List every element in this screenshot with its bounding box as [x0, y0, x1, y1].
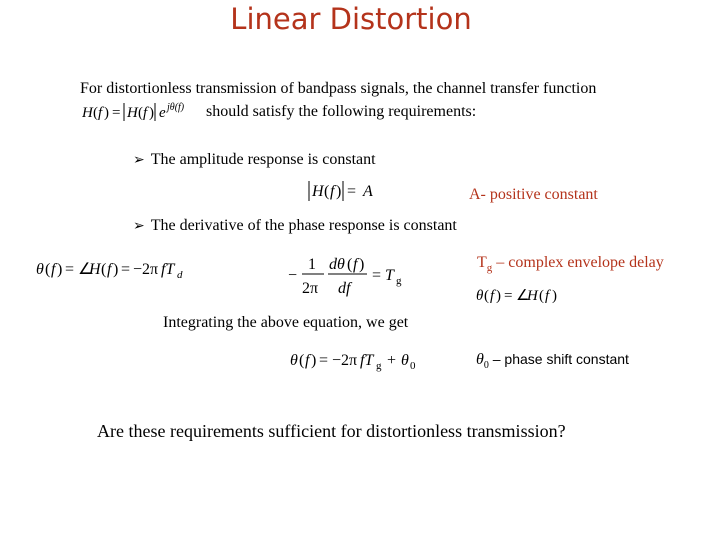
tg-note: $T_g$ – complex envelope delay	[477, 254, 664, 275]
bullet-phase	[133, 217, 457, 235]
amplitude-note: A- positive constant	[469, 186, 598, 203]
svg-text:θ: θ	[476, 288, 484, 304]
svg-text:d: d	[177, 269, 183, 281]
slide-title: Linear Distortion	[230, 2, 472, 36]
svg-text:(: (	[347, 256, 353, 273]
svg-text:): )	[359, 256, 365, 273]
svg-text:=: =	[319, 352, 329, 369]
svg-text:H: H	[127, 105, 138, 121]
svg-text:(: (	[45, 261, 51, 278]
svg-text:g: g	[376, 360, 382, 372]
svg-text:H: H	[89, 261, 101, 278]
svg-text:f: f	[545, 288, 550, 304]
svg-text:H: H	[527, 288, 538, 304]
derivative-equation	[286, 250, 411, 300]
svg-text:(: (	[299, 352, 305, 369]
svg-text:dθ: dθ	[329, 256, 345, 273]
arrow-bullet-icon: ➢	[133, 153, 145, 168]
svg-text:f: f	[51, 261, 56, 278]
svg-text:(: (	[138, 105, 143, 121]
svg-text:df: df	[338, 280, 351, 297]
bullet-amplitude-text: The amplitude response is constant	[150, 151, 376, 168]
integrated-phase-equation	[288, 346, 433, 374]
amplitude-equation	[306, 177, 381, 205]
svg-text:): )	[113, 261, 119, 278]
svg-text:jθ(f): jθ(f)	[167, 102, 185, 113]
svg-text:T: T	[385, 267, 394, 284]
svg-text:): )	[311, 352, 317, 369]
bullet-amplitude	[133, 151, 376, 169]
svg-text:): )	[104, 105, 109, 121]
svg-text:1: 1	[308, 256, 316, 273]
svg-text:f: f	[107, 261, 112, 278]
svg-text:): )	[496, 288, 501, 304]
svg-text:(: (	[324, 183, 330, 200]
svg-text:=: =	[121, 261, 131, 278]
svg-text:−2π: −2π	[332, 352, 358, 369]
svg-text:=: =	[504, 288, 513, 304]
transfer-function-equation	[82, 100, 207, 124]
svg-text:θ: θ	[36, 261, 44, 278]
svg-text:): )	[552, 288, 557, 304]
svg-text:): )	[336, 183, 342, 200]
svg-text:(: (	[101, 261, 107, 278]
svg-text:f: f	[305, 352, 310, 369]
svg-text:−2π: −2π	[133, 261, 159, 278]
intro-line-1: For distortionless transmission of bandpass signals, the channel transfer function	[80, 80, 597, 97]
svg-text:0: 0	[410, 360, 416, 372]
svg-text:fT: fT	[161, 261, 175, 278]
svg-text:H: H	[82, 105, 93, 121]
svg-text:θ: θ	[401, 352, 409, 369]
svg-text:−: −	[288, 267, 298, 284]
svg-text:(: (	[539, 288, 544, 304]
svg-text:f: f	[353, 256, 358, 273]
svg-text:=: =	[65, 261, 75, 278]
integrating-text: Integrating the above equation, we get	[163, 314, 409, 331]
svg-text:(: (	[484, 288, 489, 304]
phase-definition-equation	[474, 282, 574, 308]
svg-text:f: f	[330, 183, 335, 200]
svg-text:=: =	[372, 267, 382, 284]
svg-text:fT: fT	[360, 352, 374, 369]
phase-shift-note: $\theta_0$ – phase shift constant	[476, 351, 629, 372]
svg-text:g: g	[396, 275, 402, 287]
svg-text:θ: θ	[290, 352, 298, 369]
svg-text:=: =	[347, 183, 357, 200]
svg-text:(: (	[93, 105, 98, 121]
svg-text:2π: 2π	[302, 280, 319, 297]
svg-text:∠: ∠	[78, 261, 93, 278]
svg-text:+: +	[387, 352, 397, 369]
svg-text:f: f	[490, 288, 495, 304]
svg-text:=: =	[112, 105, 121, 121]
svg-text:f: f	[143, 105, 148, 121]
arrow-bullet-icon: ➢	[133, 219, 145, 234]
svg-text:f: f	[98, 105, 103, 121]
svg-text:∠: ∠	[516, 288, 530, 304]
bullet-phase-text: The derivative of the phase response is constant	[150, 217, 457, 234]
svg-text:): )	[149, 105, 154, 121]
closing-question: Are these requirements sufficient for distortionless transmission?	[97, 421, 566, 441]
phase-equation	[36, 255, 196, 283]
svg-text:): )	[57, 261, 63, 278]
svg-text:H: H	[312, 183, 324, 200]
intro-line-2: should satisfy the following requirements:	[206, 103, 477, 120]
svg-text:A: A	[363, 183, 373, 200]
svg-text:e: e	[159, 105, 166, 121]
